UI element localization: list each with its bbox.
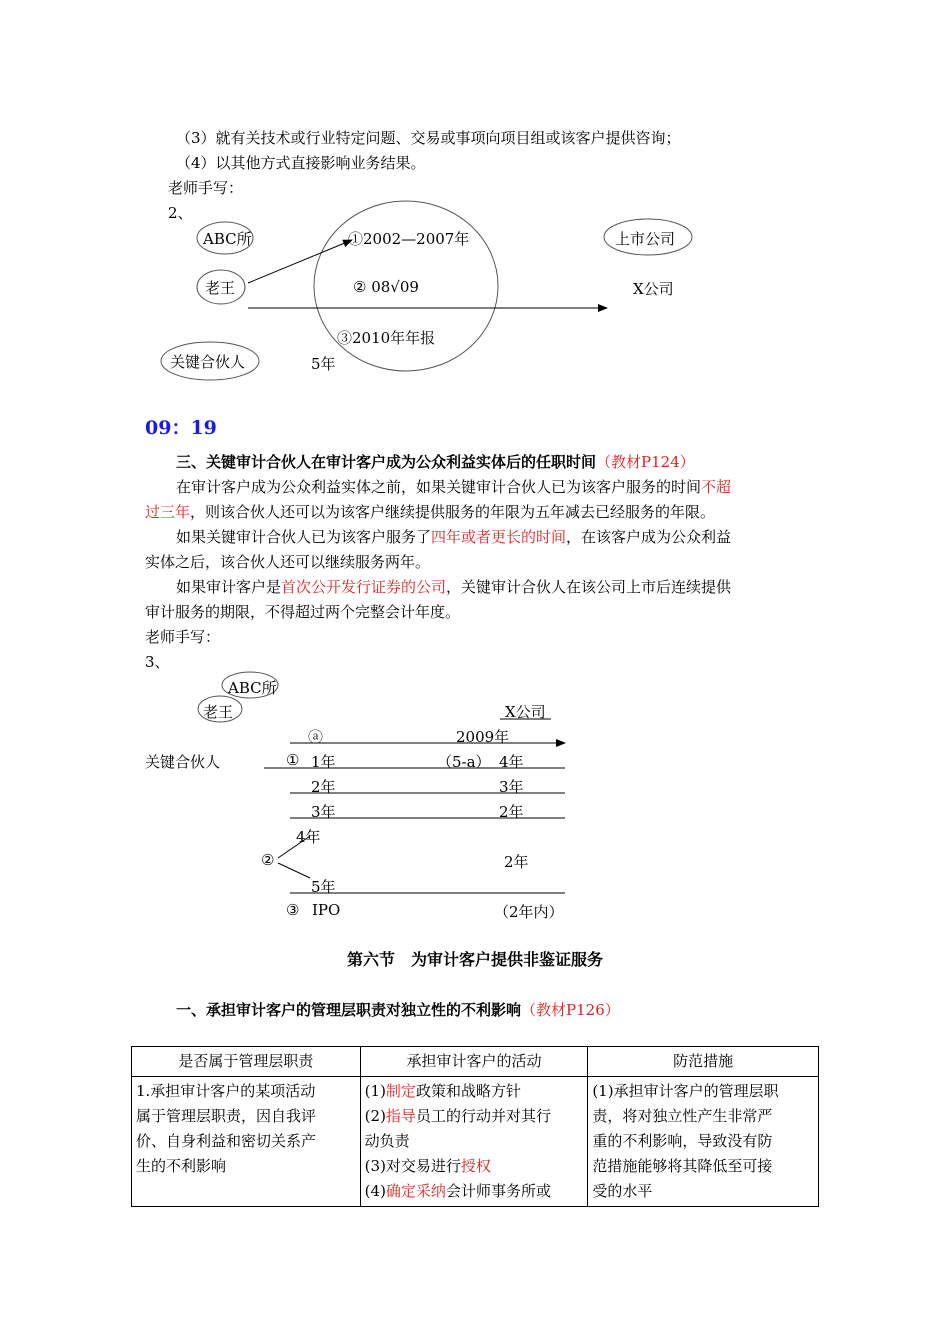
four-years-label: 4年 [296, 828, 321, 846]
p2a: 如果关键审计合伙人已为该客户服务了 [176, 528, 432, 546]
laowang-label: 老王 [205, 279, 236, 297]
diagram-number-3: 3、 [145, 653, 170, 671]
cell-line: (2)指导员工的行动并对其行 [364, 1107, 551, 1125]
cell-line: (1)承担审计客户的管理层职 [592, 1082, 779, 1100]
table-header-cell: 承担审计客户的活动 [360, 1047, 588, 1077]
row-1-left: 1年 [311, 753, 336, 771]
section-3-heading-text: 三、关键审计合伙人在审计客户成为公众利益实体后的任职时间 [176, 453, 597, 471]
cell-line: 价、自身利益和密切关系产 [136, 1132, 317, 1150]
p3-red: 首次公开发行证券的公司 [281, 578, 447, 596]
section-6-title: 第六节 为审计客户提供非鉴证服务 [346, 950, 603, 969]
paragraph-3-line-2: 审计服务的期限，不得超过两个完整会计年度。 [145, 603, 461, 621]
section-6-heading-ref: （教材P126） [521, 1001, 620, 1019]
p1-red-2: 过三年 [145, 503, 191, 521]
timestamp: 09：19 [145, 417, 217, 439]
cell-line: (3)对交易进行授权 [364, 1157, 491, 1175]
x-company-label-2: X公司 [505, 703, 546, 721]
ipo-label: IPO [312, 901, 341, 919]
ipo-right-label: （2年内） [494, 903, 564, 921]
a-marker: ⓐ [308, 728, 324, 746]
period-item-2: ② 08√09 [353, 278, 419, 296]
cell-line: 动负责 [364, 1132, 410, 1150]
row-3-left: 3年 [311, 803, 336, 821]
p3a: 如果审计客户是 [176, 578, 282, 596]
table-cell-col1 [132, 1077, 361, 1207]
teacher-note-label: 老师手写： [168, 179, 244, 197]
abc-firm-label: ABC所 [203, 230, 252, 248]
paragraph-2-line-1 [176, 527, 731, 547]
five-years-label: 5年 [311, 355, 336, 373]
p1-red-1: 不超 [701, 478, 732, 496]
table-cell-col3 [588, 1077, 819, 1207]
key-partner-label-2: 关键合伙人 [145, 753, 221, 771]
cell-line: (4)确定采纳会计师事务所或 [364, 1182, 551, 1200]
row-1-right: 4年 [499, 753, 524, 771]
circle-1: ① [286, 751, 300, 769]
p1b: ，则该合伙人还可以为该客户继续提供服务的年限为五年减去已经服务的年限。 [190, 503, 716, 521]
listed-company-label: 上市公司 [615, 230, 676, 248]
cell-line: 生的不利影响 [136, 1157, 227, 1175]
paragraph-1-line-2 [145, 502, 715, 522]
table-row [132, 1077, 819, 1207]
section-3-heading-ref: （教材P124） [596, 453, 695, 471]
branch-down [278, 863, 310, 878]
section-6-heading [176, 1000, 620, 1020]
diagram-number-2: 2、 [168, 204, 193, 222]
circle-2: ② [261, 851, 275, 869]
period-item-1: ①2002—2007年 [348, 230, 470, 248]
p2-red: 四年或者更长的时间 [431, 528, 567, 546]
abc-firm-label-2: ABC所 [228, 679, 277, 697]
teacher-note-label-2: 老师手写： [145, 628, 221, 646]
arrow-to-item1 [248, 240, 352, 283]
cell-line: 属于管理层职责，因自我评 [136, 1107, 317, 1125]
year-2009-label: 2009年 [456, 728, 510, 746]
diagram-1-svg [0, 0, 950, 400]
list-item-3: （3）就有关技术或行业特定问题、交易或事项向项目组或该客户提供咨询； [176, 129, 681, 147]
row-1-mid: （5-a） [437, 753, 491, 771]
diagram-2-svg [0, 660, 950, 920]
circle-2-right: 2年 [504, 853, 529, 871]
row-2-left: 2年 [311, 778, 336, 796]
row-2-right: 3年 [499, 778, 524, 796]
row-3-right: 2年 [499, 803, 524, 821]
laowang-label-2: 老王 [203, 703, 234, 721]
table-header-cell: 防范措施 [588, 1047, 819, 1077]
key-partner-label: 关键合伙人 [170, 353, 246, 371]
period-item-3: ③2010年年报 [337, 329, 436, 347]
five-years-label-2: 5年 [311, 878, 336, 896]
list-item-4: （4）以其他方式直接影响业务结果。 [176, 154, 426, 172]
cell-line: 责，将对独立性产生非常严 [592, 1107, 773, 1125]
table-header-row [132, 1047, 819, 1077]
circle-3: ③ [286, 901, 300, 919]
p3b: ，关键审计合伙人在该公司上市后连续提供 [446, 578, 732, 596]
section-6-heading-text: 一、承担审计客户的管理层职责对独立性的不利影响 [176, 1001, 522, 1019]
cell-line: 重的不利影响，导致没有防 [592, 1132, 773, 1150]
cell-line: 1.承担审计客户的某项活动 [136, 1082, 316, 1100]
cell-line: (1)制定政策和战略方针 [364, 1082, 521, 1100]
management-responsibility-table [131, 1046, 819, 1207]
p1a: 在审计客户成为公众利益实体之前，如果关键审计合伙人已为该客户服务的时间 [176, 478, 702, 496]
paragraph-1-line-1 [176, 477, 731, 497]
table-cell-col2 [360, 1077, 588, 1207]
cell-line: 范措施能够将其降低至可接 [592, 1157, 773, 1175]
table-header-cell: 是否属于管理层职责 [132, 1047, 361, 1077]
paragraph-3-line-1 [176, 577, 731, 597]
x-company-label: X公司 [633, 280, 674, 298]
section-3-heading [176, 452, 695, 472]
paragraph-2-line-2: 实体之后，该合伙人还可以继续服务两年。 [145, 553, 431, 571]
p2b: ，在该客户成为公众利益 [566, 528, 732, 546]
cell-line: 受的水平 [592, 1182, 653, 1200]
